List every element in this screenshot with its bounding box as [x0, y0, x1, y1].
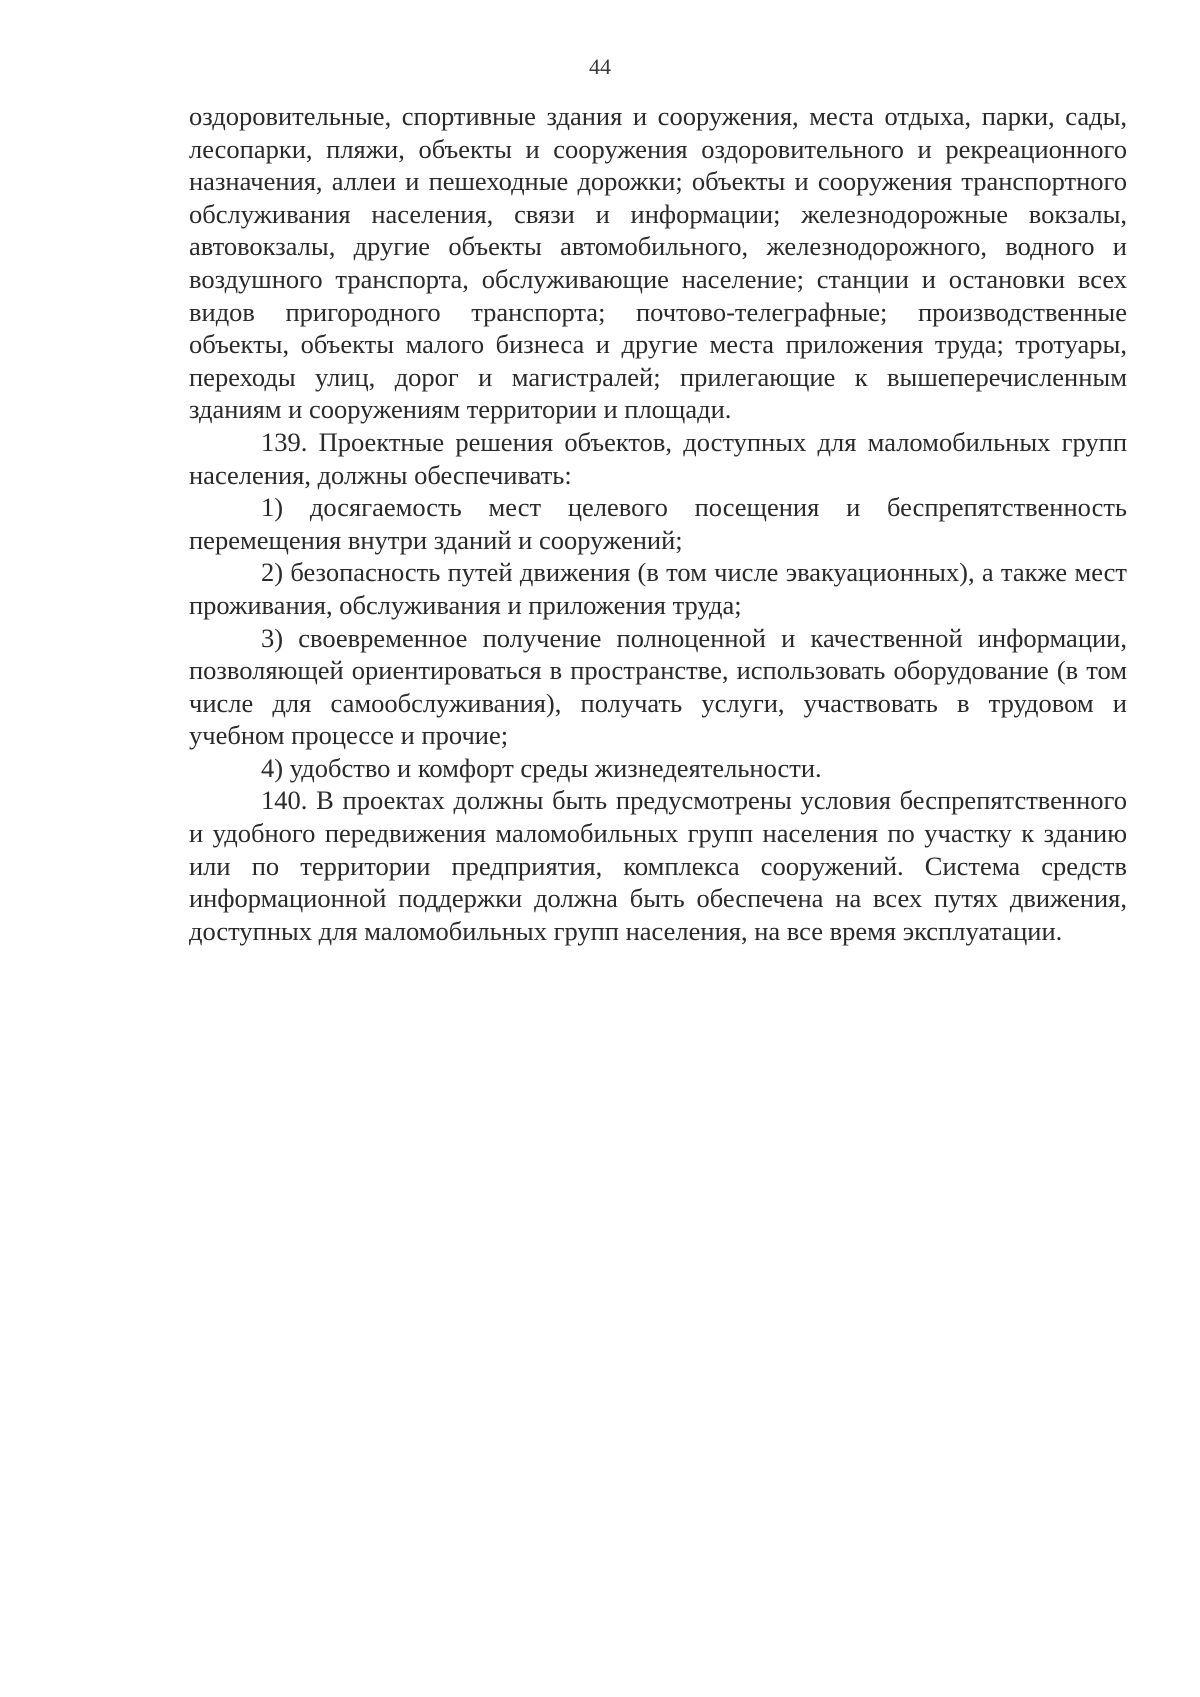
list-item-3: 3) своевременное получение полноценной и качественной информации, позволяющей ориентироваться в пространстве, использовать оборудование (в том числе для самообслуживания), получать услуги, участвовать в трудовом и учебном процессе и прочие; [189, 622, 1127, 751]
page-number: 44 [589, 54, 611, 79]
list-item-1: 1) досягаемость мест целевого посещения и беспрепятственность перемещения внутри зданий и сооружений; [189, 492, 1127, 555]
paragraph-140: 140. В проектах должны быть предусмотрены условия беспрепятственного и удобного передвижения маломобильных групп населения по участку к зданию или по территории предприятия, комплекса сооружений. Система средств информационной поддержки должна быть обеспечена на всех путях движения, доступных для маломобильных групп населения, на все время эксплуатации. [189, 785, 1127, 946]
paragraph-continuation: оздоровительные, спортивные здания и сооружения, места отдыха, парки, сады, лесопарки, пляжи, объекты и сооружения оздоровительного и рекреационного назначения, аллеи и пешеходные дорожки; объекты и сооружения транспортного обслуживания населения, связи и информации; железнодорожные вокзалы, автовокзалы, другие объекты автомобильного, железнодорожного, водного и воздушного транспорта, обслуживающие население; станции и остановки всех видов пригородного транспорта; почтово-телеграфные; производственные объекты, объекты малого бизнеса и другие места приложения труда; тротуары, переходы улиц, дорог и магистралей; прилегающие к вышеперечисленным зданиям и сооружениям территории и площади. [189, 101, 1127, 425]
paragraph-139: 139. Проектные решения объектов, доступных для маломобильных групп населения, должны обеспечивать: [189, 426, 1127, 490]
list-item-4: 4) удобство и комфорт среды жизнедеятельности. [261, 752, 822, 783]
list-item-2: 2) безопасность путей движения (в том числе эвакуационных), а также мест проживания, обслуживания и приложения труда; [189, 557, 1127, 620]
document-body [189, 100, 1127, 947]
